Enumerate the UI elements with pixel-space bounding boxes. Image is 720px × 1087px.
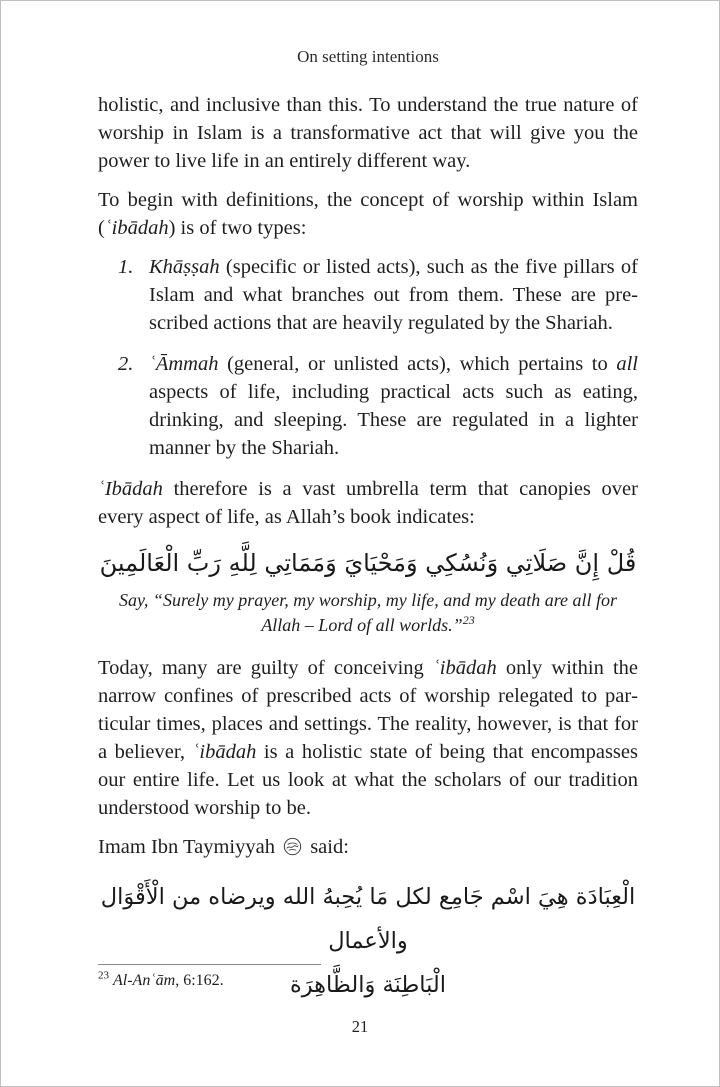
page-content	[1, 1, 719, 1007]
text-run: (general, or unlisted acts), which pertains to	[218, 353, 617, 375]
text-run: is a holistic state of being that encompasses our entire life. Let us look at what the scholars of our tradition understood worship to be.	[98, 741, 638, 819]
footnote	[98, 969, 641, 990]
list-item-khassah	[98, 253, 638, 337]
footnote-block	[98, 964, 641, 990]
rahimahullah-ornament-icon	[283, 837, 302, 856]
arabic-line: الْعِبَادَة هِيَ اسْم جَامِع لكل مَا يُحِبهُ الله ويرضاه من الْأَقْوَال والأعمال	[100, 884, 636, 954]
list-item-ammah	[98, 350, 638, 462]
paragraph-intro: holistic, and inclusive than this. To understand the true nature of worship in Islam is a transformative act that will give you the power to live life in an entirely different way.	[98, 94, 638, 172]
quran-verse-translation	[108, 588, 628, 638]
footnote-divider	[98, 964, 321, 965]
text-run: Imam Ibn Taymiyyah	[98, 836, 281, 858]
text-run: only within the narrow confines of prescribed acts of worship relegated to particular times, places and settings. The reality, however, is that for a believer,	[98, 657, 638, 763]
arabic-line: الْبَاطِنَة وَالظَّاهِرَة	[289, 972, 447, 998]
list-item-text	[149, 350, 638, 462]
text-run-italic: ʿIbādah	[98, 478, 163, 500]
quran-verse-arabic: قُلْ إِنَّ صَلَاتِي وَنُسُكِي وَمَحْيَايَ وَمَمَاتِي لِلَّهِ رَبِّ الْعَالَمِينَ	[99, 549, 637, 577]
page-number: 21	[351, 1017, 369, 1036]
text-run: said:	[305, 836, 349, 858]
paragraph-imam-intro	[98, 833, 638, 861]
text-run: Today, many are guilty of conceiving	[98, 657, 433, 679]
text-run-italic: ʿibādah	[104, 217, 169, 239]
text-run: therefore is a vast umbrella term that canopies over every aspect of life, as Allah’s book indicates:	[98, 478, 638, 528]
list-item-text	[149, 253, 638, 337]
text-run: ) is of two types:	[168, 217, 307, 239]
text-run-italic: ʿĀmmah	[149, 353, 219, 375]
text-run-italic: ʿibādah	[192, 741, 257, 763]
paragraph-definitions	[98, 186, 638, 242]
text-run-italic: ʿibādah	[432, 657, 497, 679]
numbered-list	[98, 253, 638, 462]
paragraph-umbrella	[98, 475, 638, 531]
running-header: On setting intentions	[297, 47, 439, 66]
list-number: 1.	[118, 256, 134, 278]
footnote-marker: 23	[98, 969, 109, 982]
list-number: 2.	[118, 353, 134, 375]
text-run-italic: Khāṣṣah	[149, 256, 220, 278]
translation-text: Say, “Surely my prayer, my worship, my life, and my death are all for Allah – Lord of all worlds.”	[118, 590, 618, 635]
text-run-italic: all	[616, 353, 638, 375]
text-run: To begin with definitions, the concept of worship within Islam (	[98, 189, 638, 239]
footnote-reference: , 6:162.	[175, 972, 224, 989]
footnote-marker: 23	[462, 613, 475, 627]
text-run: (specific or listed acts), such as the five pillars of Islam and what branches out from them. These are prescribed actions that are heavily regulated by the Shariah.	[149, 256, 638, 334]
text-run: aspects of life, including practical acts such as eating, drinking, and sleeping. These are regulated in a lighter manner by the Shariah.	[149, 381, 638, 459]
paragraph-today	[98, 654, 638, 822]
footnote-source: Al-Anʿām	[113, 972, 176, 989]
